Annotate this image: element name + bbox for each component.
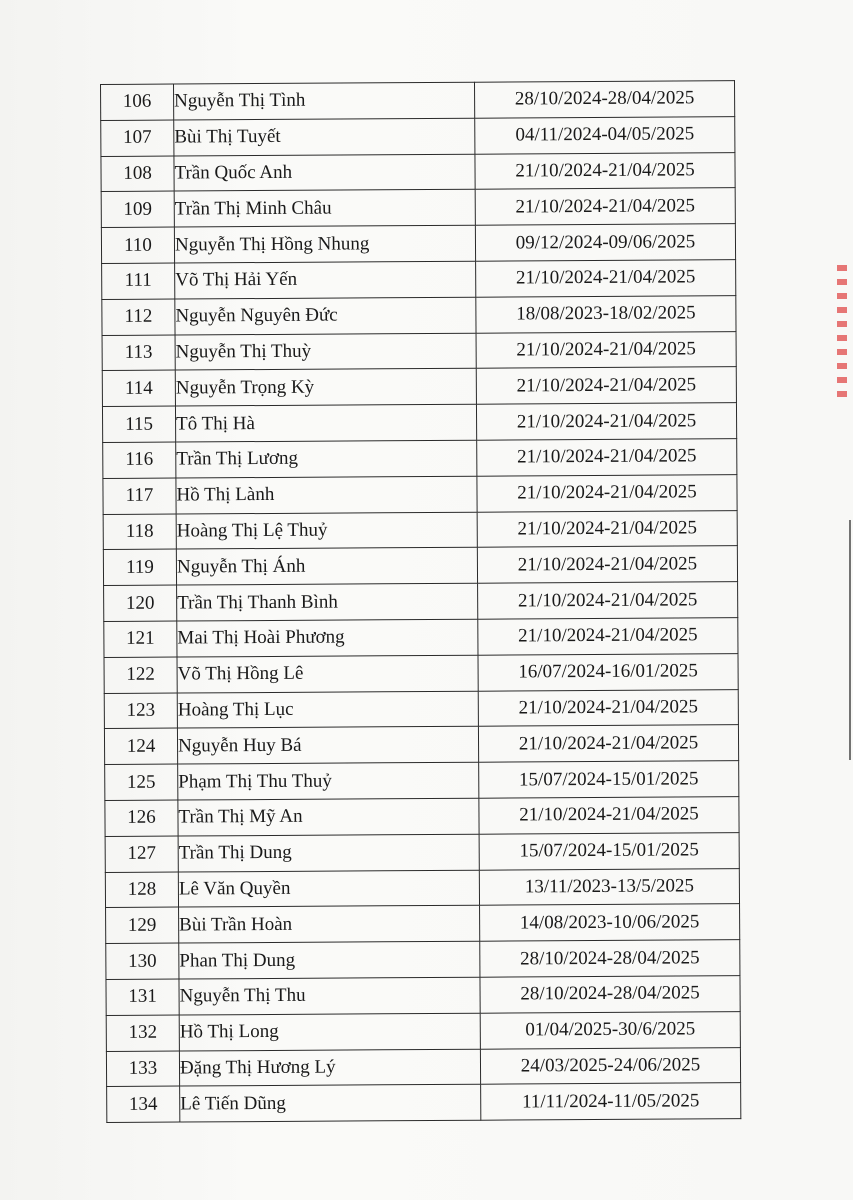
person-name: Trần Thị Lương (176, 440, 477, 478)
person-name: Trần Thị Dung (178, 834, 479, 872)
row-number: 128 (105, 872, 178, 908)
date-range: 21/10/2024-21/04/2025 (478, 725, 738, 762)
row-number: 114 (102, 370, 175, 406)
person-name: Nguyễn Thị Hồng Nhung (174, 225, 475, 263)
person-name: Nguyễn Nguyên Đức (175, 297, 476, 335)
table-row (102, 367, 736, 407)
person-name: Hoàng Thị Lệ Thuỷ (176, 512, 477, 550)
person-name: Trần Thị Thanh Bình (177, 583, 478, 621)
date-range: 21/10/2024-21/04/2025 (475, 152, 735, 189)
date-range: 21/10/2024-21/04/2025 (475, 188, 735, 225)
table-row (104, 725, 738, 765)
person-name: Nguyễn Trọng Kỳ (175, 369, 476, 407)
table-row (104, 618, 738, 658)
table-row (103, 546, 737, 586)
table-row (103, 474, 737, 514)
row-number: 121 (104, 621, 177, 657)
table-row (105, 832, 739, 872)
person-name: Võ Thị Hồng Lê (177, 655, 478, 693)
person-name: Mai Thị Hoài Phương (177, 619, 478, 657)
row-number: 107 (101, 120, 174, 156)
person-name: Lê Văn Quyền (178, 870, 479, 908)
table-row (102, 295, 736, 335)
person-name: Võ Thị Hải Yến (175, 261, 476, 299)
person-name: Trần Quốc Anh (174, 154, 475, 192)
date-range: 28/10/2024-28/04/2025 (480, 976, 740, 1013)
date-range: 13/11/2023-13/5/2025 (479, 868, 739, 905)
date-range: 21/10/2024-21/04/2025 (478, 582, 738, 619)
row-number: 118 (103, 514, 176, 550)
row-number: 109 (101, 191, 174, 227)
table-row (105, 797, 739, 837)
table-row (102, 331, 736, 371)
table-row (105, 868, 739, 908)
person-name: Nguyễn Thị Ánh (176, 548, 477, 586)
table-row (101, 116, 735, 156)
row-number: 129 (106, 907, 179, 943)
table-row (101, 152, 735, 192)
row-number: 126 (105, 800, 178, 836)
row-number: 123 (104, 693, 177, 729)
person-name: Lê Tiến Dũng (180, 1085, 481, 1123)
person-name: Trần Thị Minh Châu (174, 190, 475, 228)
red-stamp-edge (837, 265, 847, 405)
row-number: 134 (107, 1086, 180, 1122)
date-range: 24/03/2025-24/06/2025 (480, 1047, 740, 1084)
row-number: 113 (102, 335, 175, 371)
person-name: Phạm Thị Thu Thuỷ (178, 762, 479, 800)
date-range: 18/08/2023-18/02/2025 (476, 295, 736, 332)
row-number: 119 (103, 549, 176, 585)
row-number: 132 (106, 1015, 179, 1051)
date-range: 04/11/2024-04/05/2025 (475, 116, 735, 153)
person-name: Nguyễn Huy Bá (177, 727, 478, 765)
date-range: 11/11/2024-11/05/2025 (481, 1083, 741, 1120)
table-row (102, 403, 736, 443)
person-name: Nguyễn Thị Thu (179, 977, 480, 1015)
row-number: 117 (103, 478, 176, 514)
row-number: 133 (106, 1051, 179, 1087)
row-number: 120 (104, 585, 177, 621)
date-range: 21/10/2024-21/04/2025 (479, 797, 739, 834)
date-range: 21/10/2024-21/04/2025 (476, 260, 736, 297)
person-name: Tô Thị Hà (175, 404, 476, 442)
person-name: Bùi Thị Tuyết (174, 118, 475, 156)
table-row (106, 976, 740, 1016)
date-range: 16/07/2024-16/01/2025 (478, 653, 738, 690)
row-number: 116 (103, 442, 176, 478)
person-name: Trần Thị Mỹ An (178, 798, 479, 836)
date-range: 21/10/2024-21/04/2025 (476, 403, 736, 440)
table-row (106, 1047, 740, 1087)
person-name: Phan Thị Dung (179, 941, 480, 979)
table-row (101, 81, 735, 121)
table-body (101, 81, 741, 1123)
date-range: 14/08/2023-10/06/2025 (480, 904, 740, 941)
person-name: Bùi Trần Hoàn (179, 906, 480, 944)
date-range: 01/04/2025-30/6/2025 (480, 1011, 740, 1048)
table-row (107, 1083, 741, 1123)
date-range: 21/10/2024-21/04/2025 (478, 689, 738, 726)
table-row (104, 653, 738, 693)
table-row (104, 689, 738, 729)
date-range: 15/07/2024-15/01/2025 (479, 832, 739, 869)
table-row (103, 439, 737, 479)
date-range: 21/10/2024-21/04/2025 (477, 439, 737, 476)
page-edge-mark (849, 520, 851, 760)
row-number: 122 (104, 657, 177, 693)
person-name: Đặng Thị Hương Lý (179, 1049, 480, 1087)
row-number: 108 (101, 156, 174, 192)
staff-table (100, 80, 741, 1123)
date-range: 21/10/2024-21/04/2025 (477, 510, 737, 547)
date-range: 28/10/2024-28/04/2025 (474, 81, 734, 118)
table-row (104, 582, 738, 622)
row-number: 131 (106, 979, 179, 1015)
date-range: 28/10/2024-28/04/2025 (480, 940, 740, 977)
date-range: 21/10/2024-21/04/2025 (476, 367, 736, 404)
date-range: 09/12/2024-09/06/2025 (475, 224, 735, 261)
table-row (102, 260, 736, 300)
table-row (103, 510, 737, 550)
row-number: 111 (102, 263, 175, 299)
row-number: 130 (106, 943, 179, 979)
table-row (105, 761, 739, 801)
person-name: Nguyễn Thị Thuỳ (175, 333, 476, 371)
row-number: 110 (101, 227, 174, 263)
row-number: 125 (105, 764, 178, 800)
table-row (101, 188, 735, 228)
date-range: 21/10/2024-21/04/2025 (477, 474, 737, 511)
table-row (106, 940, 740, 980)
date-range: 21/10/2024-21/04/2025 (478, 618, 738, 655)
date-range: 21/10/2024-21/04/2025 (476, 331, 736, 368)
person-name: Hoàng Thị Lục (177, 691, 478, 729)
row-number: 112 (102, 299, 175, 335)
table-row (106, 904, 740, 944)
person-name: Nguyễn Thị Tình (174, 82, 475, 120)
person-name: Hồ Thị Long (179, 1013, 480, 1051)
person-name: Hồ Thị Lành (176, 476, 477, 514)
row-number: 127 (105, 836, 178, 872)
table-row (106, 1011, 740, 1051)
date-range: 21/10/2024-21/04/2025 (477, 546, 737, 583)
table-row (101, 224, 735, 264)
date-range: 15/07/2024-15/01/2025 (479, 761, 739, 798)
row-number: 115 (102, 406, 175, 442)
row-number: 124 (104, 728, 177, 764)
row-number: 106 (101, 84, 174, 120)
